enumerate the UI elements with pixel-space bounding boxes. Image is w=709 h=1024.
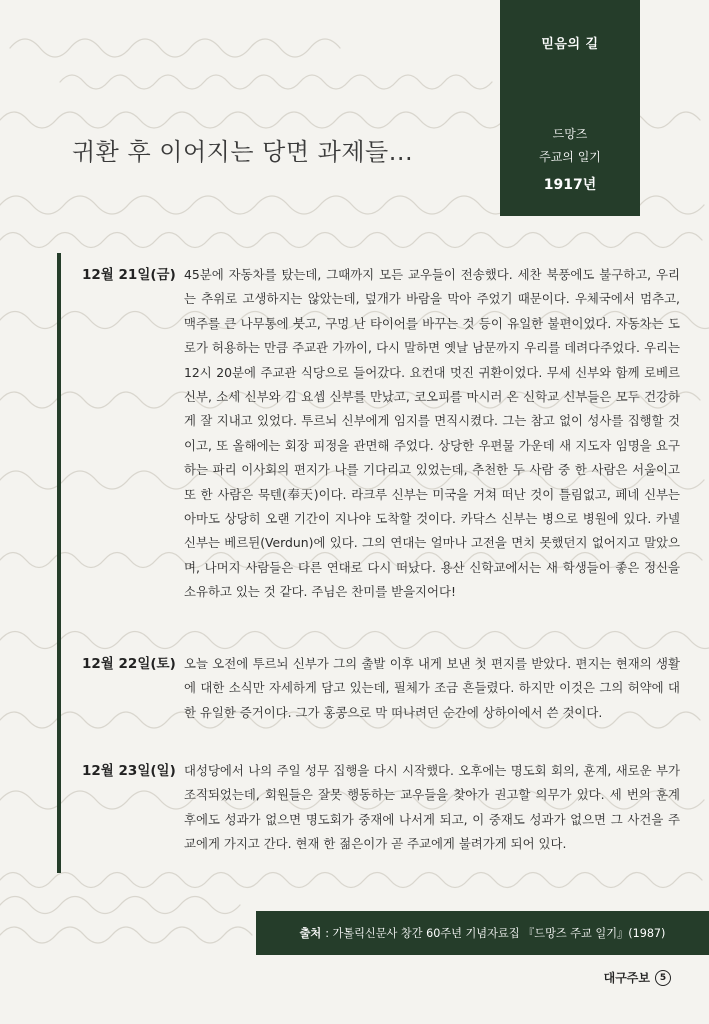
entry-date: 12월 23일(일) — [82, 763, 176, 779]
page-number: 5 — [655, 970, 671, 986]
entry-text: 45분에 자동차를 탔는데, 그때까지 모든 교우들이 전송했다. 세찬 북풍에도 불구하고, 우리는 추위로 고생하지는 않았는데, 덮개가 바람을 막아 주었기 때문이다. 우체국에서 멈추고, 맥주를 큰 나무통에 붓고, 구멍 난 타이어를 바꾸는 것 등이 유일한 불편이었다. 자동차는 도로가 허용하는 만큼 주교관 가까이, 다시 말하면 옛날 남문까지 우리를 데려다주었다. 우리는 12시 20분에 주교관 식당으로 들어갔다. 요컨대 멋진 귀환이었다. 무세 신부와 함께 로베르 신부, 소세 신부와 김 요셉 신부를 만났고, 코오피를 마시러 온 신학교 신부들은 모두 건강하게 잘 지내고 있었다. 투르뇌 신부에게 임지를 면직시켰다. 그는 참고 없이 성사를 집행할 것이고, 또 올해에는 회장 피정을 관면해 주었다. 상당한 우편물 가운데 새 지도자 임명을 요구하는 파리 이사회의 편지가 나를 기다리고 있었는데, 추천한 두 사람 중 한 사람은 서울이고 또 한 사람은 묵텐(奉天)이다. 라크루 신부는 미국을 거쳐 떠난 것이 틀림없고, 페네 신부는 아마도 상당히 오랜 기간이 지나야 도착할 것이다. 카닥스 신부는 병으로 병원에 있다. 카넬 신부는 베르뒨(Verdun)에 있다. 그의 연대는 얼마나 고전을 면치 못했던지 없어지고 말았으며, 나머지 사람들은 다른 연대로 다시 떠났다. 용산 신학교에서는 새 학생들이 좋은 정신을 소유하고 있는 것 같다. 주님은 찬미를 받을지어다! — [184, 267, 680, 600]
article-headline: 귀환 후 이어지는 당면 과제들... — [72, 138, 414, 166]
publication-name: 대구주보 — [603, 971, 650, 985]
entry-date: 12월 22일(토) — [82, 656, 176, 672]
entry-text: 오늘 오전에 투르뇌 신부가 그의 출발 이후 내게 보낸 첫 편지를 받았다. 편지는 현재의 생활에 대한 소식만 자세하게 담고 있는데, 필체가 조금 흔들렸다. 하지만 이것은 그의 허약에 대한 유일한 증거이다. 그가 홍콩으로 막 떠나려던 순간에 상하이에서 쓴 것이다. — [184, 656, 680, 720]
series-tab — [500, 0, 640, 216]
source-text: : 가톨릭신문사 창간 60주년 기념자료집 『드망즈 주교 일기』(1987) — [325, 927, 666, 940]
source-label: 출처 — [299, 927, 322, 940]
year-label: 1917년 — [543, 177, 597, 193]
series-title: 믿음의 길 — [541, 37, 599, 52]
book-title: 주교의 일기 — [539, 150, 601, 164]
page-footer — [604, 969, 671, 986]
entry-date: 12월 21일(금) — [82, 267, 176, 283]
entry-text: 대성당에서 나의 주일 성무 집행을 다시 시작했다. 오후에는 명도회 회의, 훈계, 새로운 부가 조직되었는데, 회원들은 잘못 행동하는 교우들을 찾아가 권고할 의무가 있다. 세 번의 훈계 후에도 성과가 없으면 명도회가 중재에 나서게 되고, 이 중재도 성과가 없으면 그 사건을 주교에게 가지고 간다. 현재 한 젊은이가 곧 주교에게 불려가게 되어 있다. — [184, 763, 680, 852]
author-name: 드망즈 — [552, 127, 588, 141]
source-citation — [256, 911, 709, 955]
accent-vertical-bar — [57, 253, 61, 873]
